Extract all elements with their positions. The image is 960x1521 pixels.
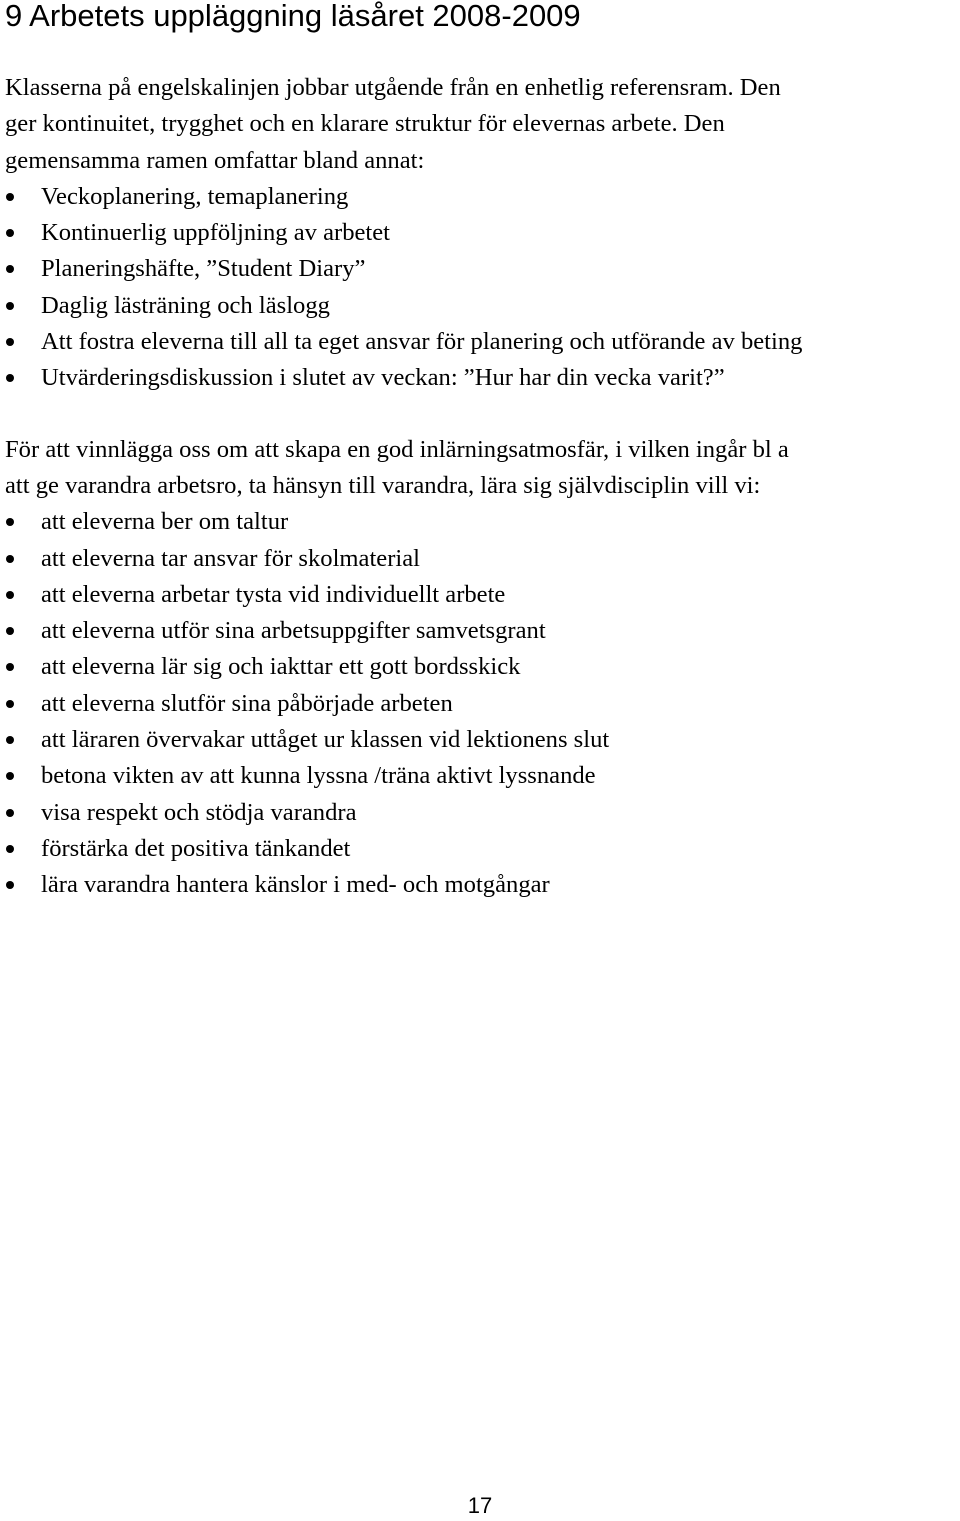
list-item-text: Utvärderingsdiskussion i slutet av veckan: ”Hur har din vecka varit?” [41, 364, 725, 392]
list-item-text: betona vikten av att kunna lyssna /träna aktivt lyssnande [41, 762, 596, 790]
bullet-icon [5, 613, 17, 649]
bullet-icon [5, 179, 17, 215]
goals-list [5, 504, 960, 903]
list-item [5, 795, 960, 831]
list-item [5, 649, 960, 685]
bullet-icon [5, 649, 17, 685]
list-item [5, 613, 960, 649]
bullet-icon [5, 577, 17, 613]
bullet-icon [5, 867, 17, 903]
list-item-text: att eleverna tar ansvar för skolmaterial [41, 544, 420, 572]
page-number: 17 [467, 1493, 493, 1518]
bullet-icon [5, 541, 17, 577]
list-item [5, 324, 960, 360]
bullet-icon [5, 324, 17, 360]
intro-paragraph: Klasserna på engelskalinjen jobbar utgående från en enhetlig referensram. Den ger kontinuitet, trygghet och en klarare struktur för elevernas arbete. Den gemensamma ramen omfattar bland annat: [5, 74, 781, 174]
list-item [5, 215, 960, 251]
bullet-icon [5, 686, 17, 722]
list-item [5, 179, 960, 215]
list-item-text: att eleverna lär sig och iakttar ett gott bordsskick [41, 653, 521, 681]
list-item-text: att eleverna utför sina arbetsuppgifter samvetsgrant [41, 617, 546, 645]
bullet-icon [5, 795, 17, 831]
list-item [5, 504, 960, 540]
list-item [5, 686, 960, 722]
bullet-icon [5, 758, 17, 794]
list-item [5, 288, 960, 324]
framework-list [5, 179, 960, 397]
list-item-text: Daglig lästräning och läslogg [41, 291, 330, 319]
bullet-icon [5, 504, 17, 540]
bullet-icon [5, 722, 17, 758]
bullet-icon [5, 251, 17, 287]
list-item [5, 541, 960, 577]
bullet-icon [5, 831, 17, 867]
list-item-text: att eleverna slutför sina påbörjade arbeten [41, 689, 453, 717]
list-item-text: lära varandra hantera känslor i med- och motgångar [41, 871, 550, 899]
list-item [5, 251, 960, 287]
bullet-icon [5, 288, 17, 324]
list-item-text: Att fostra eleverna till all ta eget ansvar för planering och utförande av beting [41, 328, 803, 356]
list-item [5, 722, 960, 758]
document-body [5, 70, 960, 904]
list-item [5, 758, 960, 794]
list-item-text: Kontinuerlig uppföljning av arbetet [41, 219, 391, 247]
list-item-text: att eleverna ber om taltur [41, 508, 289, 536]
list-item-text: att eleverna arbetar tysta vid individuellt arbete [41, 580, 506, 608]
list-item [5, 360, 960, 396]
list-item-text: att läraren övervakar uttåget ur klassen vid lektionens slut [41, 726, 610, 754]
list-item-text: Planeringshäfte, ”Student Diary” [41, 255, 366, 283]
bullet-icon [5, 215, 17, 251]
list-item-text: förstärka det positiva tänkandet [41, 834, 351, 862]
list-item [5, 831, 960, 867]
list-item-text: visa respekt och stödja varandra [41, 798, 357, 826]
list-item-text: Veckoplanering, temaplanering [41, 182, 349, 210]
bullet-icon [5, 360, 17, 396]
list-item [5, 577, 960, 613]
list-item [5, 867, 960, 903]
climate-paragraph: För att vinnlägga oss om att skapa en god inlärningsatmosfär, i vilken ingår bl a att ge varandra arbetsro, ta hänsyn till varandra, lära sig självdisciplin vill vi: [5, 435, 789, 499]
section-heading: 9 Arbetets uppläggning läsåret 2008-2009 [5, 0, 581, 33]
